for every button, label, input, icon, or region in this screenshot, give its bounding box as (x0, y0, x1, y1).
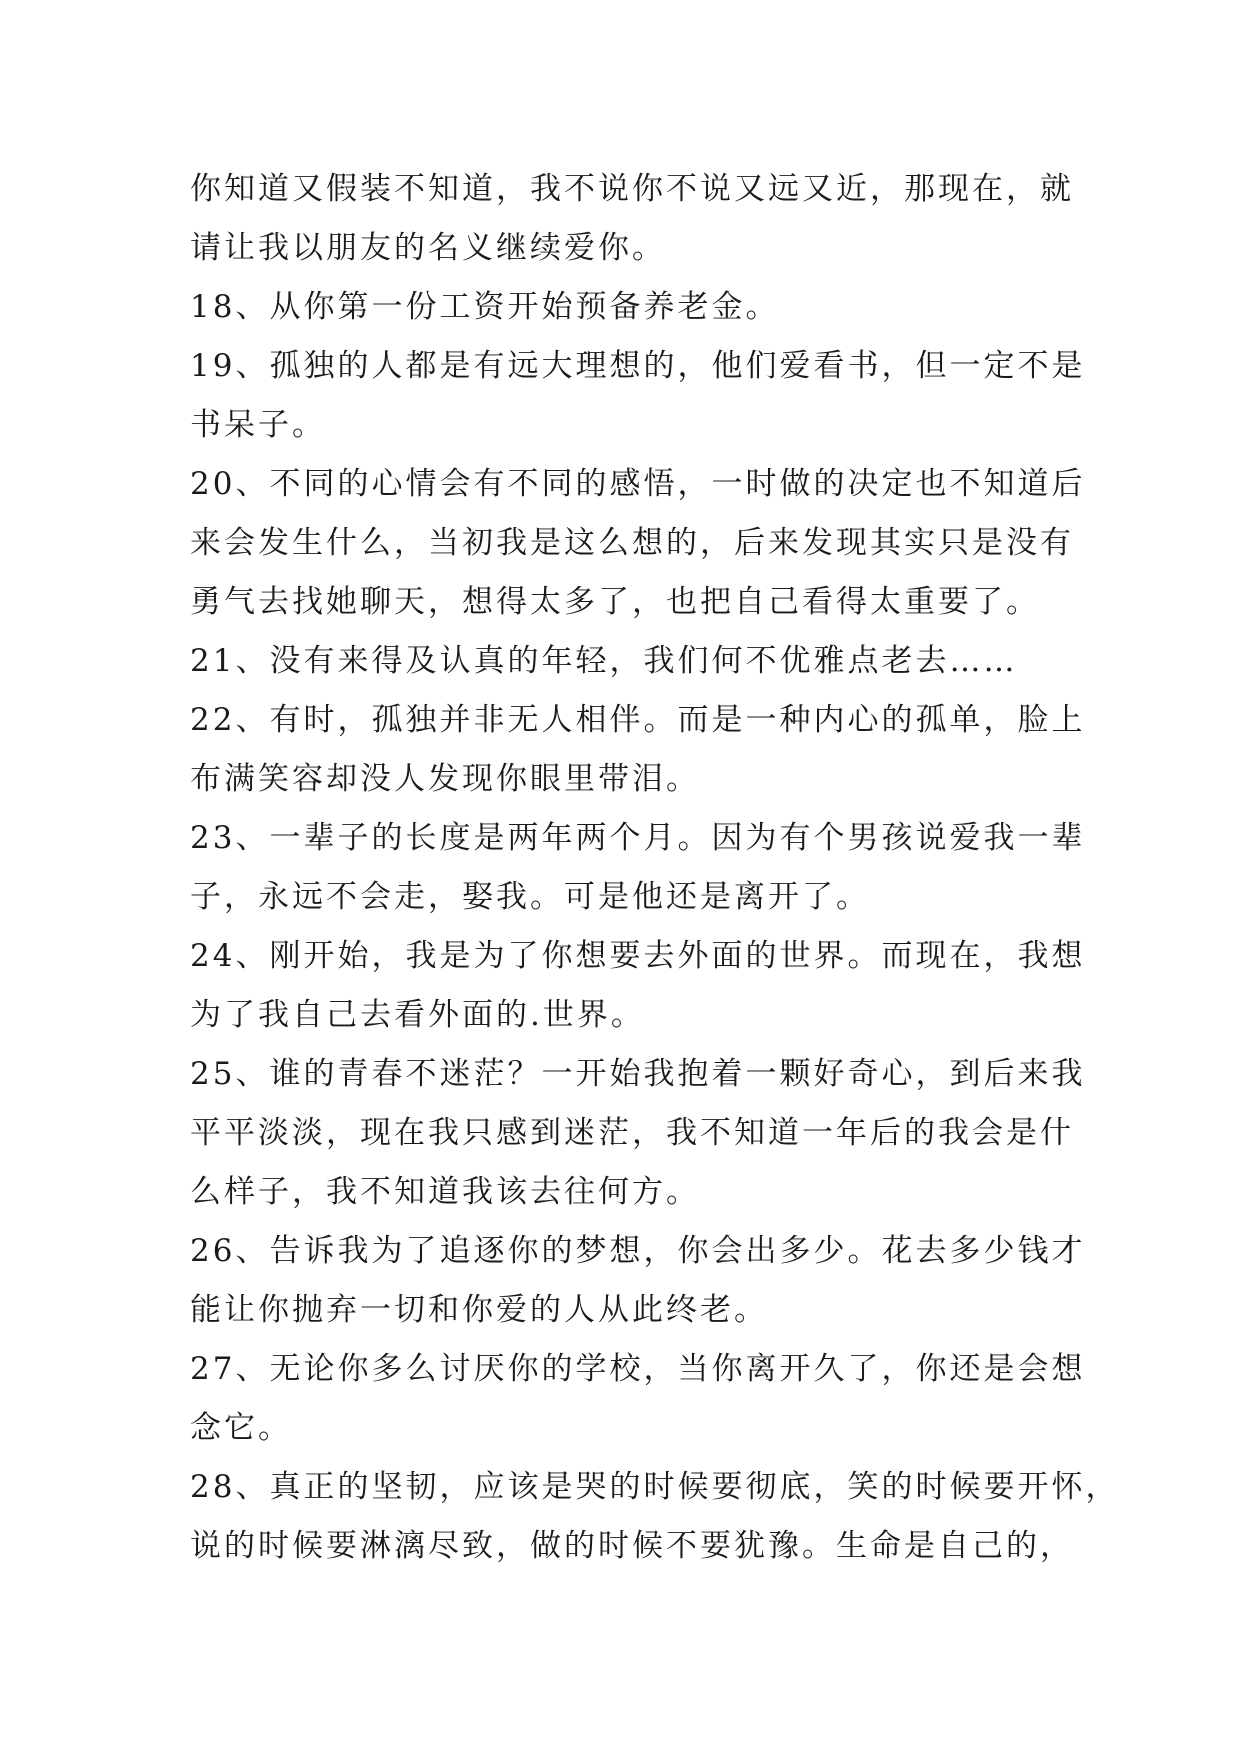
text-line: 来会发生什么，当初我是这么想的，后来发现其实只是没有 (190, 525, 1074, 561)
text-line: 为了我自己去看外面的.世界。 (190, 997, 645, 1033)
text-line: 布满笑容却没人发现你眼里带泪。 (190, 761, 700, 797)
text-line: 请让我以朋友的名义继续爱你。 (190, 230, 666, 266)
document-body (190, 160, 1120, 1576)
text-line: 26、告诉我为了追逐你的梦想，你会出多少。花去多少钱才 (190, 1233, 1086, 1269)
text-line: 27、无论你多么讨厌你的学校，当你离开久了，你还是会想 (190, 1351, 1086, 1387)
text-line: 21、没有来得及认真的年轻，我们何不优雅点老去…… (190, 643, 1018, 679)
text-line: 24、刚开始，我是为了你想要去外面的世界。而现在，我想 (190, 938, 1086, 974)
text-line: 20、不同的心情会有不同的感悟，一时做的决定也不知道后 (190, 466, 1086, 502)
text-line: 子，永远不会走，娶我。可是他还是离开了。 (190, 879, 870, 915)
text-line: 能让你抛弃一切和你爱的人从此终老。 (190, 1292, 768, 1328)
text-line: 28、真正的坚韧，应该是哭的时候要彻底，笑的时候要开怀， (190, 1469, 1120, 1505)
text-line: 你知道又假装不知道，我不说你不说又远又近，那现在，就 (190, 171, 1074, 207)
text-line: 19、孤独的人都是有远大理想的，他们爱看书，但一定不是 (190, 348, 1086, 384)
text-line: 念它。 (190, 1410, 292, 1446)
text-line: 23、一辈子的长度是两年两个月。因为有个男孩说爱我一辈 (190, 820, 1086, 856)
text-line: 平平淡淡，现在我只感到迷茫，我不知道一年后的我会是什 (190, 1115, 1074, 1151)
text-line: 说的时候要淋漓尽致，做的时候不要犹豫。生命是自己的， (190, 1528, 1074, 1564)
text-line: 25、谁的青春不迷茫？一开始我抱着一颗好奇心，到后来我 (190, 1056, 1086, 1092)
text-line: 22、有时，孤独并非无人相伴。而是一种内心的孤单，脸上 (190, 702, 1086, 738)
text-line: 勇气去找她聊天，想得太多了，也把自己看得太重要了。 (190, 584, 1040, 620)
text-line: 18、从你第一份工资开始预备养老金。 (190, 289, 780, 325)
text-line: 书呆子。 (190, 407, 326, 443)
text-line: 么样子，我不知道我该去往何方。 (190, 1174, 700, 1210)
